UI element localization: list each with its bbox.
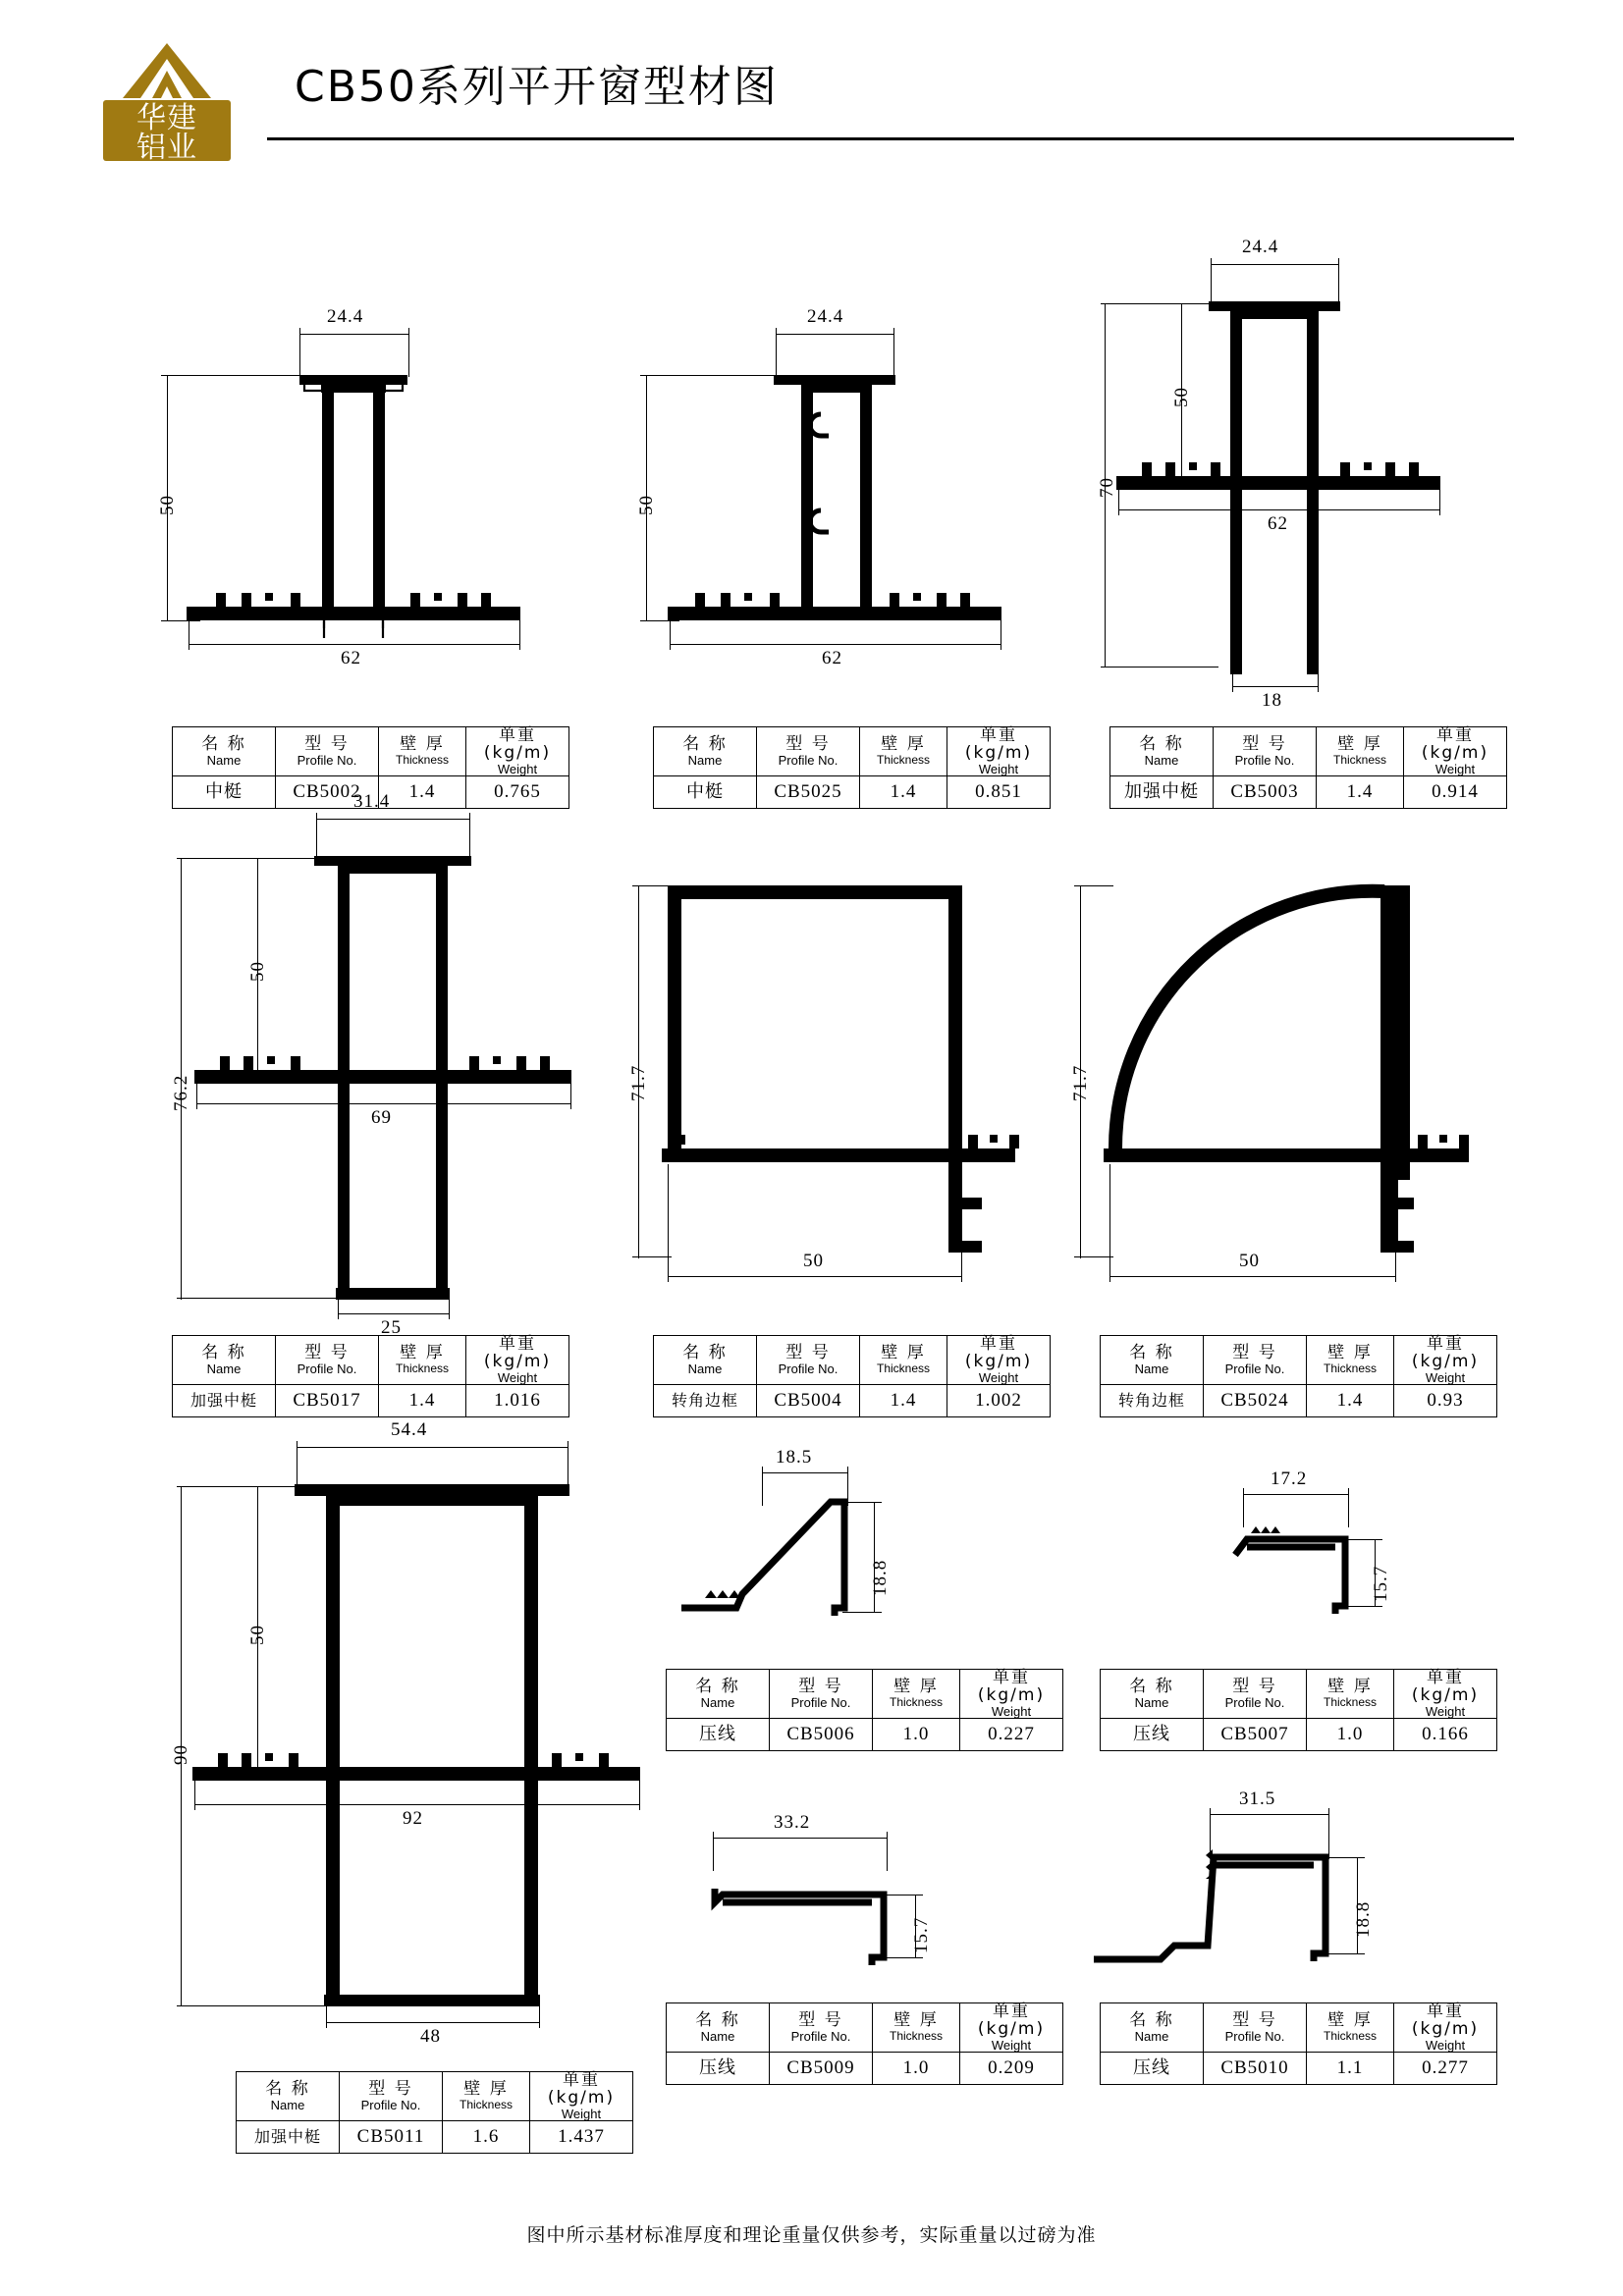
th-profile-cn: 型 号: [785, 1342, 831, 1362]
spec-table-cb5017: [172, 1335, 569, 1417]
th-weight-en: Weight: [978, 1369, 1019, 1385]
profile-drawing-cb5002: [147, 306, 569, 668]
dim-middle-69: 69: [371, 1107, 392, 1128]
cell-name: 中梃: [654, 776, 757, 809]
th-thickness-cn: 壁 厚: [1327, 1343, 1373, 1363]
dim-top-54-4: 54.4: [391, 1419, 428, 1440]
cell-profile-no: CB5003: [1214, 776, 1317, 809]
th-thickness-en: Thickness: [889, 1695, 944, 1710]
th-thickness-en: Thickness: [889, 2029, 944, 2044]
dim-outer-left-70: 70: [1097, 477, 1117, 498]
dim-top-24-4: 24.4: [807, 306, 844, 327]
cell-profile-no: CB5004: [757, 1385, 860, 1417]
footer-note: 图中所示基材标准厚度和理论重量仅供参考，实际重量以过磅为准: [526, 2224, 1097, 2246]
spec-table-cb5011: [236, 2071, 633, 2154]
th-profile-en: Profile No.: [1224, 1694, 1285, 1710]
dim-top-31-4: 31.4: [353, 791, 391, 812]
cell-thickness: 1.4: [379, 1385, 466, 1417]
company-logo: [103, 41, 231, 164]
cell-profile-no: CB5007: [1204, 1719, 1307, 1751]
cell-name: 加强中梃: [173, 1385, 276, 1417]
th-name-en: Name: [206, 1361, 242, 1376]
th-profile-en: Profile No.: [297, 1361, 357, 1376]
page-header: [0, 0, 1623, 177]
th-thickness-en: Thickness: [1323, 1695, 1378, 1710]
cell-name: 压线: [1101, 2053, 1204, 2085]
th-weight-cn: 单重(kg/m): [1411, 2002, 1480, 2039]
th-weight-en: Weight: [1434, 761, 1476, 776]
th-name-cn: 名 称: [695, 1676, 740, 1696]
th-name-cn: 名 称: [1129, 2009, 1174, 2030]
th-thickness-cn: 壁 厚: [1327, 2010, 1373, 2031]
th-thickness-cn: 壁 厚: [400, 1343, 445, 1363]
dim-left-71-7: 71.7: [1070, 1064, 1091, 1101]
profile-drawing-cb5025: [628, 306, 1051, 668]
profile-drawing-cb5003: [1095, 237, 1507, 711]
dim-right-15-7: 15.7: [911, 1916, 932, 1953]
th-thickness-cn: 壁 厚: [400, 734, 445, 755]
cell-thickness: 1.0: [873, 2053, 960, 2085]
th-weight-en: Weight: [1425, 2037, 1466, 2053]
cell-thickness: 1.4: [860, 1385, 947, 1417]
cell-thickness: 1.4: [379, 776, 466, 809]
dim-inner-left-50: 50: [247, 961, 268, 982]
cell-weight: 0.914: [1404, 776, 1507, 809]
th-name-cn: 名 称: [1129, 1342, 1174, 1362]
cell-thickness: 1.4: [1307, 1385, 1394, 1417]
cell-weight: 0.765: [466, 776, 569, 809]
page-title: CB50系列平开窗型材图: [295, 62, 779, 112]
dim-middle-92: 92: [403, 1808, 423, 1829]
th-profile-cn: 型 号: [1232, 1342, 1277, 1362]
cell-weight: 0.166: [1394, 1719, 1497, 1751]
spec-table-cb5006: [666, 1669, 1063, 1751]
cell-name: 中梃: [173, 776, 276, 809]
cell-thickness: 1.0: [873, 1719, 960, 1751]
th-profile-en: Profile No.: [1234, 752, 1295, 768]
dim-middle-62: 62: [1268, 513, 1288, 534]
th-thickness-en: Thickness: [395, 1362, 450, 1376]
th-weight-cn: 单重(kg/m): [547, 2070, 616, 2108]
th-weight-cn: 单重(kg/m): [977, 2002, 1046, 2039]
th-name-en: Name: [700, 2028, 735, 2044]
th-thickness-en: Thickness: [876, 753, 931, 768]
th-weight-cn: 单重(kg/m): [964, 1334, 1033, 1371]
cell-profile-no: CB5010: [1204, 2053, 1307, 2085]
cell-profile-no: CB5011: [340, 2121, 443, 2154]
cell-name: 加强中梃: [1110, 776, 1214, 809]
th-profile-en: Profile No.: [1224, 2028, 1285, 2044]
spec-table-cb5009: [666, 2002, 1063, 2085]
th-thickness-en: Thickness: [1323, 1362, 1378, 1376]
th-thickness-en: Thickness: [1323, 2029, 1378, 2044]
dim-top-24-4: 24.4: [1242, 237, 1279, 257]
dim-bottom-62: 62: [341, 648, 361, 668]
th-weight-cn: 单重(kg/m): [1411, 1668, 1480, 1705]
th-profile-en: Profile No.: [297, 752, 357, 768]
th-name-cn: 名 称: [682, 733, 728, 754]
spec-table-cb5010: [1100, 2002, 1497, 2085]
th-profile-en: Profile No.: [1224, 1361, 1285, 1376]
dim-inner-left-50: 50: [1171, 387, 1192, 407]
th-name-en: Name: [700, 1694, 735, 1710]
th-weight-en: Weight: [978, 761, 1019, 776]
spec-table-cb5007: [1100, 1669, 1497, 1751]
cell-weight: 1.016: [466, 1385, 569, 1417]
dim-left-71-7: 71.7: [628, 1064, 649, 1101]
th-weight-en: Weight: [497, 761, 538, 776]
cell-name: 加强中梃: [237, 2121, 340, 2154]
th-thickness-cn: 壁 厚: [893, 2010, 939, 2031]
dim-right-15-7: 15.7: [1371, 1565, 1391, 1602]
th-name-cn: 名 称: [1129, 1676, 1174, 1696]
dim-outer-left-76-2: 76.2: [171, 1074, 191, 1111]
th-weight-en: Weight: [497, 1369, 538, 1385]
header-divider: [267, 137, 1514, 140]
cell-thickness: 1.6: [443, 2121, 530, 2154]
profile-drawing-cb5007: [1217, 1468, 1463, 1629]
profile-drawing-cb5006: [677, 1447, 962, 1629]
th-name-en: Name: [1134, 1694, 1169, 1710]
dim-top-18-5: 18.5: [776, 1447, 813, 1468]
profile-drawing-cb5009: [707, 1812, 972, 1973]
profile-drawing-cb5024: [1070, 874, 1512, 1296]
cell-weight: 0.93: [1394, 1385, 1497, 1417]
th-thickness-en: Thickness: [395, 753, 450, 768]
dim-bottom-18: 18: [1262, 690, 1282, 711]
cell-weight: 1.437: [530, 2121, 633, 2154]
logo-mark-icon: [121, 41, 214, 102]
cell-name: 转角边框: [654, 1385, 757, 1417]
cell-name: 转角边框: [1101, 1385, 1204, 1417]
th-weight-en: Weight: [991, 2037, 1032, 2053]
dim-bottom-25: 25: [381, 1317, 402, 1338]
profile-drawing-cb5004: [628, 874, 1070, 1296]
th-thickness-cn: 壁 厚: [1327, 1677, 1373, 1697]
th-weight-en: Weight: [561, 2106, 602, 2121]
th-profile-cn: 型 号: [1242, 733, 1287, 754]
dim-right-18-8: 18.8: [1353, 1900, 1374, 1938]
dim-outer-left-90: 90: [171, 1744, 191, 1765]
th-profile-en: Profile No.: [778, 1361, 839, 1376]
th-thickness-en: Thickness: [459, 2098, 514, 2112]
dim-bottom-50: 50: [803, 1251, 824, 1271]
th-weight-en: Weight: [1425, 1369, 1466, 1385]
logo-text-line2: 铝业: [136, 131, 197, 165]
cell-weight: 0.851: [947, 776, 1051, 809]
th-name-cn: 名 称: [682, 1342, 728, 1362]
th-thickness-cn: 壁 厚: [881, 1343, 926, 1363]
cell-weight: 1.002: [947, 1385, 1051, 1417]
cell-profile-no: CB5009: [770, 2053, 873, 2085]
profile-drawing-cb5011: [167, 1419, 658, 2047]
th-profile-cn: 型 号: [1232, 1676, 1277, 1696]
cell-name: 压线: [667, 2053, 770, 2085]
cell-profile-no: CB5006: [770, 1719, 873, 1751]
cell-thickness: 1.1: [1307, 2053, 1394, 2085]
th-profile-cn: 型 号: [798, 1676, 843, 1696]
th-weight-en: Weight: [1425, 1703, 1466, 1719]
th-profile-en: Profile No.: [778, 752, 839, 768]
profile-drawing-cb5010: [1090, 1789, 1414, 1973]
th-thickness-cn: 壁 厚: [1337, 734, 1382, 755]
th-weight-cn: 单重(kg/m): [1411, 1334, 1480, 1371]
th-weight-cn: 单重(kg/m): [483, 725, 552, 763]
dim-bottom-62: 62: [822, 648, 842, 668]
th-weight-cn: 单重(kg/m): [483, 1334, 552, 1371]
th-name-cn: 名 称: [201, 733, 246, 754]
dim-top-17-2: 17.2: [1271, 1468, 1308, 1489]
cell-profile-no: CB5024: [1204, 1385, 1307, 1417]
th-name-en: Name: [270, 2097, 305, 2112]
logo-wordmark: [103, 100, 231, 165]
th-name-cn: 名 称: [201, 1342, 246, 1362]
th-profile-cn: 型 号: [1232, 2009, 1277, 2030]
th-name-en: Name: [687, 1361, 723, 1376]
dim-top-24-4: 24.4: [327, 306, 364, 327]
th-profile-cn: 型 号: [798, 2009, 843, 2030]
dim-top-31-5: 31.5: [1239, 1789, 1276, 1809]
th-thickness-cn: 壁 厚: [881, 734, 926, 755]
th-weight-cn: 单重(kg/m): [964, 725, 1033, 763]
spec-table-cb5004: [653, 1335, 1051, 1417]
dim-left-50: 50: [157, 495, 178, 515]
th-profile-en: Profile No.: [790, 1694, 851, 1710]
logo-text-line1: 华建: [136, 101, 197, 135]
spec-table-cb5024: [1100, 1335, 1497, 1417]
th-profile-cn: 型 号: [785, 733, 831, 754]
dim-bottom-48: 48: [420, 2026, 441, 2047]
th-name-en: Name: [206, 752, 242, 768]
cell-thickness: 1.0: [1307, 1719, 1394, 1751]
cell-profile-no: CB5017: [276, 1385, 379, 1417]
cell-weight: 0.277: [1394, 2053, 1497, 2085]
dim-bottom-50: 50: [1239, 1251, 1260, 1271]
cell-weight: 0.227: [960, 1719, 1063, 1751]
th-weight-cn: 单重(kg/m): [1421, 725, 1489, 763]
spec-table-cb5025: [653, 726, 1051, 809]
th-profile-cn: 型 号: [304, 733, 350, 754]
cell-thickness: 1.4: [860, 776, 947, 809]
th-name-en: Name: [1134, 2028, 1169, 2044]
cell-profile-no: CB5002: [276, 776, 379, 809]
th-name-en: Name: [1134, 1361, 1169, 1376]
dim-inner-left-50: 50: [247, 1625, 268, 1645]
dim-top-33-2: 33.2: [774, 1812, 811, 1833]
th-weight-en: Weight: [991, 1703, 1032, 1719]
th-name-en: Name: [687, 752, 723, 768]
th-profile-cn: 型 号: [304, 1342, 350, 1362]
th-thickness-cn: 壁 厚: [463, 2079, 509, 2100]
th-profile-en: Profile No.: [790, 2028, 851, 2044]
th-thickness-cn: 壁 厚: [893, 1677, 939, 1697]
th-name-en: Name: [1144, 752, 1179, 768]
th-thickness-en: Thickness: [1332, 753, 1387, 768]
cell-name: 压线: [667, 1719, 770, 1751]
th-thickness-en: Thickness: [876, 1362, 931, 1376]
th-profile-en: Profile No.: [360, 2097, 421, 2112]
th-profile-cn: 型 号: [368, 2078, 413, 2099]
th-name-cn: 名 称: [1139, 733, 1184, 754]
cell-thickness: 1.4: [1317, 776, 1404, 809]
cell-weight: 0.209: [960, 2053, 1063, 2085]
th-name-cn: 名 称: [265, 2078, 310, 2099]
cell-profile-no: CB5025: [757, 776, 860, 809]
cell-name: 压线: [1101, 1719, 1204, 1751]
dim-right-18-8: 18.8: [870, 1559, 891, 1596]
th-weight-cn: 单重(kg/m): [977, 1668, 1046, 1705]
th-name-cn: 名 称: [695, 2009, 740, 2030]
spec-table-cb5003: [1109, 726, 1507, 809]
dim-left-50: 50: [636, 495, 657, 515]
